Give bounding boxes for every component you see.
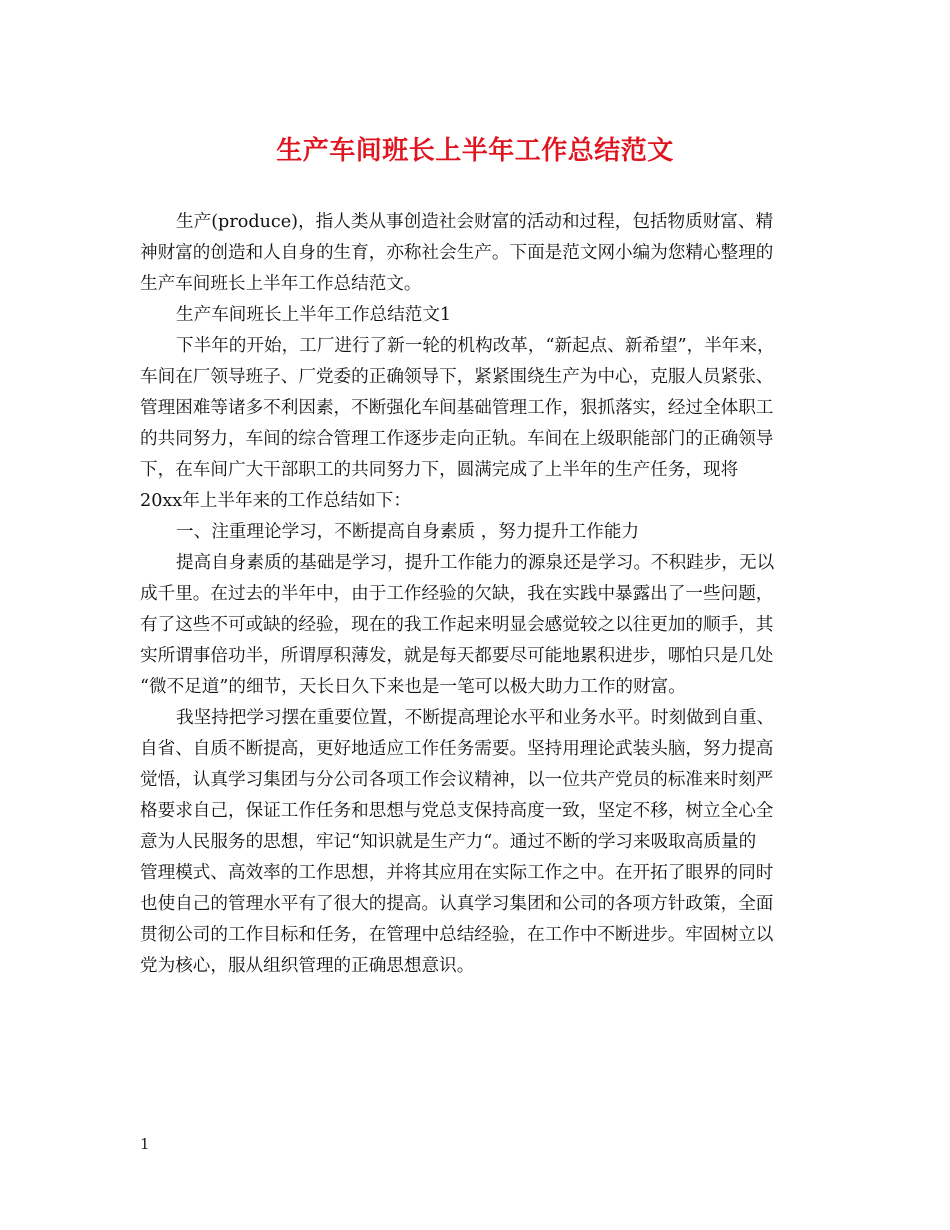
paragraph-line: 意为人民服务的思想，牢记“知识就是生产力“。通过不断的学习来吸取高质量的 <box>140 832 757 852</box>
paragraph-line: 管理困难等诸多不利因素，不断强化车间基础管理工作，狠抓落实，经过全体职工 <box>140 398 774 418</box>
paragraph-line: 20xx年上半年来的工作总结如下： <box>140 491 411 511</box>
paragraph-line: 实所谓事倍功半，所谓厚积薄发，就是每天都要尽可能地累积进步，哪怕只是几处 <box>140 646 774 666</box>
paragraph-line: 下半年的开始，工厂进行了新一轮的机构改革，“新起点、新希望”，半年来， <box>176 336 775 356</box>
paragraph-line: 格要求自己，保证工作任务和思想与党总支保持高度一致，坚定不移，树立全心全 <box>140 801 774 821</box>
paragraph-line: 提高自身素质的基础是学习，提升工作能力的源泉还是学习。不积跬步，无以 <box>176 553 775 573</box>
paragraph-line: 成千里。在过去的半年中，由于工作经验的欠缺，我在实践中暴露出了一些问题， <box>140 584 774 604</box>
document-title: 生产车间班长上半年工作总结范文 <box>276 136 674 166</box>
paragraph-line: 贯彻公司的工作目标和任务，在管理中总结经验，在工作中不断进步。牢固树立以 <box>140 925 774 945</box>
paragraph-line: 我坚持把学习摆在重要位置，不断提高理论水平和业务水平。时刻做到自重、 <box>176 708 775 728</box>
paragraph-line: 管理模式、高效率的工作思想，并将其应用在实际工作之中。在开拓了眼界的同时 <box>140 863 774 883</box>
paragraph-line: 也使自己的管理水平有了很大的提高。认真学习集团和公司的各项方针政策，全面 <box>140 894 774 914</box>
paragraph-line: 神财富的创造和人自身的生育，亦称社会生产。下面是范文网小编为您精心整理的 <box>140 243 774 263</box>
paragraph-line: 有了这些不可或缺的经验，现在的我工作起来明显会感觉较之以往更加的顺手，其 <box>140 615 774 635</box>
paragraph-line: 生产(produce)，指人类从事创造社会财富的活动和过程，包括物质财富、精 <box>176 212 774 232</box>
paragraph-line: 觉悟，认真学习集团与分公司各项工作会议精神，以一位共产党员的标准来时刻严 <box>140 770 774 790</box>
paragraph-line: 的共同努力，车间的综合管理工作逐步走向正轨。车间在上级职能部门的正确领导 <box>140 429 774 449</box>
paragraph-line: 下，在车间广大干部职工的共同努力下，圆满完成了上半年的生产任务，现将 <box>140 460 739 480</box>
paragraph-line: 生产车间班长上半年工作总结范文。 <box>140 274 422 294</box>
paragraph-line: 自省、自质不断提高，更好地适应工作任务需要。坚持用理论武装头脑，努力提高 <box>140 739 774 759</box>
section-subtitle: 生产车间班长上半年工作总结范文1 <box>176 305 452 325</box>
paragraph-line: 车间在厂领导班子、厂党委的正确领导下，紧紧围绕生产为中心，克服人员紧张、 <box>140 367 774 387</box>
section-heading: 一、注重理论学习，不断提高自身素质 ，努力提升工作能力 <box>176 522 640 542</box>
document-body <box>140 207 826 982</box>
paragraph-line: “微不足道”的细节，天长日久下来也是一笔可以极大助力工作的财富。 <box>140 677 686 697</box>
page-number: 1 <box>140 1135 150 1153</box>
paragraph-line: 党为核心，服从组织管理的正确思想意识。 <box>140 956 475 976</box>
